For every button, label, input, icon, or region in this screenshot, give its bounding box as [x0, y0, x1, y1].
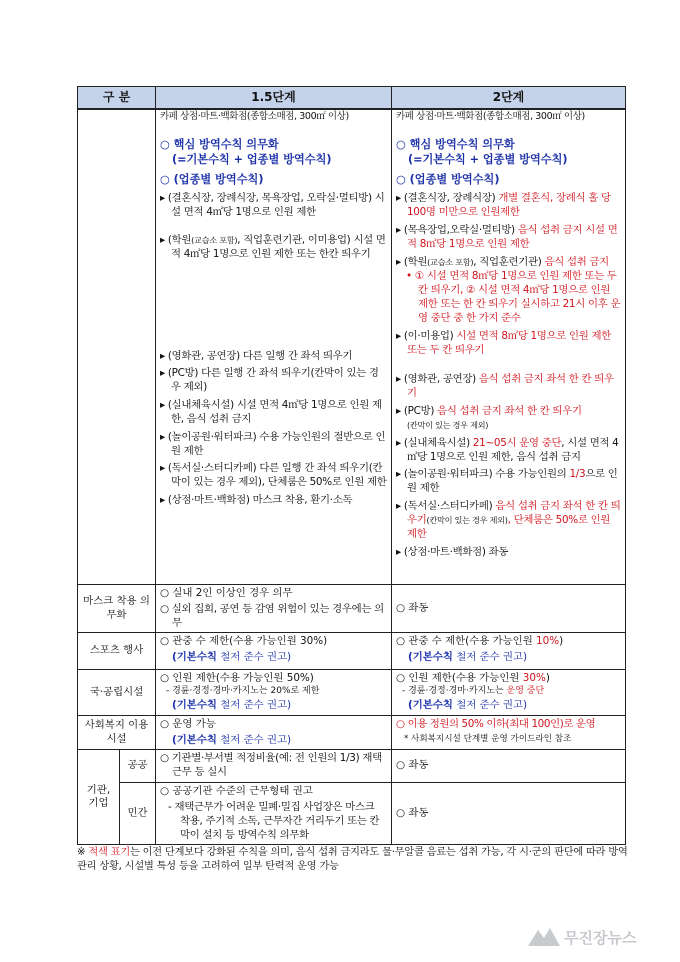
watermark-logo	[526, 922, 666, 950]
sports-rule: (기본수칙 철저 준수 권고)	[172, 651, 292, 664]
welfare-rule: ○ 이용 정원의 50% 이하(최대 100인)로 운영	[396, 717, 596, 730]
list-item: ▸ (PC방) 다른 일행 간 좌석 띄우기(칸막이 있는 경우 제외)	[160, 367, 379, 394]
list-item: ▸ (상점·마트·백화점) 마스크 착용, 환기·소독	[160, 494, 353, 507]
mask-rule: ○ 실내 2인 이상인 경우 의무	[160, 587, 293, 599]
facilities-row	[78, 109, 626, 585]
welfare-rule: * 사회복지시설 단계별 운영 가이드라인 참조	[404, 733, 572, 744]
public-rule: (기본수칙 철저 준수 권고)	[408, 698, 528, 711]
distancing-table	[77, 86, 626, 845]
list-item: ▸ (결혼식장, 장례식장, 목욕장업, 오락실·멀티방) 시설 면적 4㎡당 1명으로 인원 제한	[160, 192, 385, 219]
public-rule: - 경륜·경정·경마·카지노는 운영 중단	[402, 685, 545, 696]
list-item: ▸ (놀이공원·워터파크) 수용 가능인원의 1/3으로 인원 제한	[396, 468, 618, 495]
org-public-rule: ○ 기관별·부서별 적정비율(예: 전 인원의 1/3) 재택근무 등 실시	[160, 752, 382, 779]
sports-rule: (기본수칙 철저 준수 권고)	[408, 651, 528, 664]
list-item: ▸ (결혼식장, 장례식장) 개별 결혼식, 장례식 홀 당 100명 미만으로 인원제한	[396, 192, 611, 219]
facilities-stage-2	[392, 109, 626, 585]
industry-rules-heading: ○ (업종별 방역수칙)	[396, 173, 500, 187]
core-rules-sub: (=기본수칙 + 업종별 방역수칙)	[172, 152, 332, 166]
core-rules-heading: ○ 핵심 방역수칙 의무화	[160, 137, 279, 151]
list-item: ▸ (목욕장업,오락실·멀티방) 음식 섭취 금지 시설 면적 8㎡당 1명으로 인원 제한	[396, 223, 618, 250]
col-category: 구 분	[78, 87, 156, 110]
org-private-rule: - 재택근무가 어려운 밀폐·밀집 사업장은 마스크 착용, 주기적 소독, 근무자간 거리두기 또는 칸막이 설치 등 방역수칙 의무화	[168, 800, 380, 841]
list-item: ▸ (독서실·스터디카페) 음식 섭취 금지 좌석 한 칸 띄우기(칸막이 있는 경우 제외), 단체룸은 50%로 인원 제한	[396, 500, 621, 540]
public-rule: ○ 인원 제한(수용 가능인원 50%)	[160, 672, 314, 685]
list-item: ▸ (상점·마트·백화점) 좌동	[396, 545, 509, 558]
mountain-icon	[526, 922, 666, 950]
watermark-text: 무진장뉴스	[564, 929, 637, 947]
public-facilities-label: 국·공립시설	[78, 670, 156, 716]
welfare-rule: (기본수칙 철저 준수 권고)	[172, 733, 292, 746]
list-item: ▸ (학원(교습소 포함), 직업훈련기관) 음식 섭취 금지	[396, 255, 609, 268]
org-public-row	[78, 750, 626, 783]
sports-label: 스포츠 행사	[78, 633, 156, 670]
top-line: 카페 상점·마트·백화점(종합소매점, 300㎡ 이상)	[160, 111, 349, 122]
org-private-label: 민간	[120, 783, 156, 845]
public-rule: (기본수칙 철저 준수 권고)	[172, 698, 292, 711]
list-item: ▸ (PC방) 음식 섭취 금지 좌석 한 칸 띄우기 (칸막이 있는 경우 제외)	[396, 405, 582, 430]
list-item: ▸ (놀이공원·워터파크) 수용 가능인원의 절반으로 인원 제한	[160, 430, 386, 457]
org-private-rule: ○ 공공기관 수준의 근무형태 권고	[160, 785, 313, 798]
list-item: ▸ (실내체육시설) 시설 면적 4㎡당 1명으로 인원 제한, 음식 섭취 금지	[160, 399, 382, 425]
public-facilities-row	[78, 670, 626, 716]
mask-rule: ○ 실외 집회, 공연 등 감염 위험이 있는 경우에는 의무	[160, 602, 384, 629]
welfare-row	[78, 715, 626, 750]
list-item: ▸ (독서실·스터디카페) 다른 일행 간 좌석 띄우기(칸막이 있는 경우 제외), 단체룸은 50%로 인원 제한	[160, 462, 387, 489]
public-rule: - 경륜·경정·경마·카지노는 20%로 제한	[166, 685, 320, 696]
public-rule: ○ 인원 제한(수용 가능인원 30%)	[396, 672, 550, 685]
list-item: ▸ (실내체육시설) 21∼05시 운영 중단, 시설 면적 4㎡당 1명으로 인원 제한, 음식 섭취 금지	[396, 436, 619, 463]
sports-rule: ○ 관중 수 제한(수용 가능인원 30%)	[160, 635, 328, 648]
mask-label: 마스크 착용 의무화	[78, 585, 156, 633]
list-item: ▸ (영화관, 공연장) 음식 섭취 금지 좌석 한 칸 띄우기	[396, 373, 614, 400]
org-public-stage-2: ○ 좌동	[392, 750, 626, 783]
org-label: 기관, 기업	[78, 750, 120, 845]
list-item: ▸ (이·미용업) 시설 면적 8㎡당 1명으로 인원 제한 또는 두 칸 띄우기	[396, 329, 611, 356]
industry-rules-heading: ○ (업종별 방역수칙)	[160, 173, 264, 187]
core-rules-sub: (=기본수칙 + 업종별 방역수칙)	[408, 152, 568, 166]
table-header	[78, 87, 626, 110]
mask-stage-2: ○ 좌동	[392, 585, 626, 633]
welfare-rule: ○ 운영 가능	[160, 717, 216, 730]
org-private-row	[78, 783, 626, 845]
mask-row	[78, 585, 626, 633]
sports-rule: ○ 관중 수 제한(수용 가능인원 10%)	[396, 635, 564, 648]
col-stage-2: 2단계	[392, 87, 626, 110]
org-private-stage-2: ○ 좌동	[392, 783, 626, 845]
list-item: ▸ (학원(교습소 포함), 직업훈련기관, 이미용업) 시설 면적 4㎡당 1명으로 인원 제한 또는 한칸 띄우기	[160, 233, 386, 260]
org-public-label: 공공	[120, 750, 156, 783]
list-item: ▸ (영화관, 공연장) 다른 일행 간 좌석 띄우기	[160, 349, 353, 362]
top-line: 카페 상점·마트·백화점(종합소매점, 300㎡ 이상)	[396, 111, 585, 122]
sports-row	[78, 633, 626, 670]
col-stage-1-5: 1.5단계	[156, 87, 392, 110]
welfare-label: 사회복지 이용시설	[78, 715, 156, 750]
core-rules-heading: ○ 핵심 방역수칙 의무화	[396, 137, 515, 151]
facilities-stage-1-5	[156, 109, 392, 585]
footnote: ※ 적색 표기는 이전 단계보다 강화된 수칙을 의미, 음식 섭취 금지라도 물·무알콜 음료는 섭취 가능, 각 시·군의 판단에 따라 방역 관리 상황, 시설별 특성 등을 고려하여 일부 탄력적 운영 가능	[77, 847, 628, 872]
list-item: • ① 시설 면적 8㎡당 1명으로 인원 제한 또는 두 칸 띄우기, ② 시설 면적 4㎡당 1명으로 인원 제한 또는 한 칸 띄우기 실시하고 21시 이후 운영 중단 중 한 가지 준수	[406, 270, 621, 324]
